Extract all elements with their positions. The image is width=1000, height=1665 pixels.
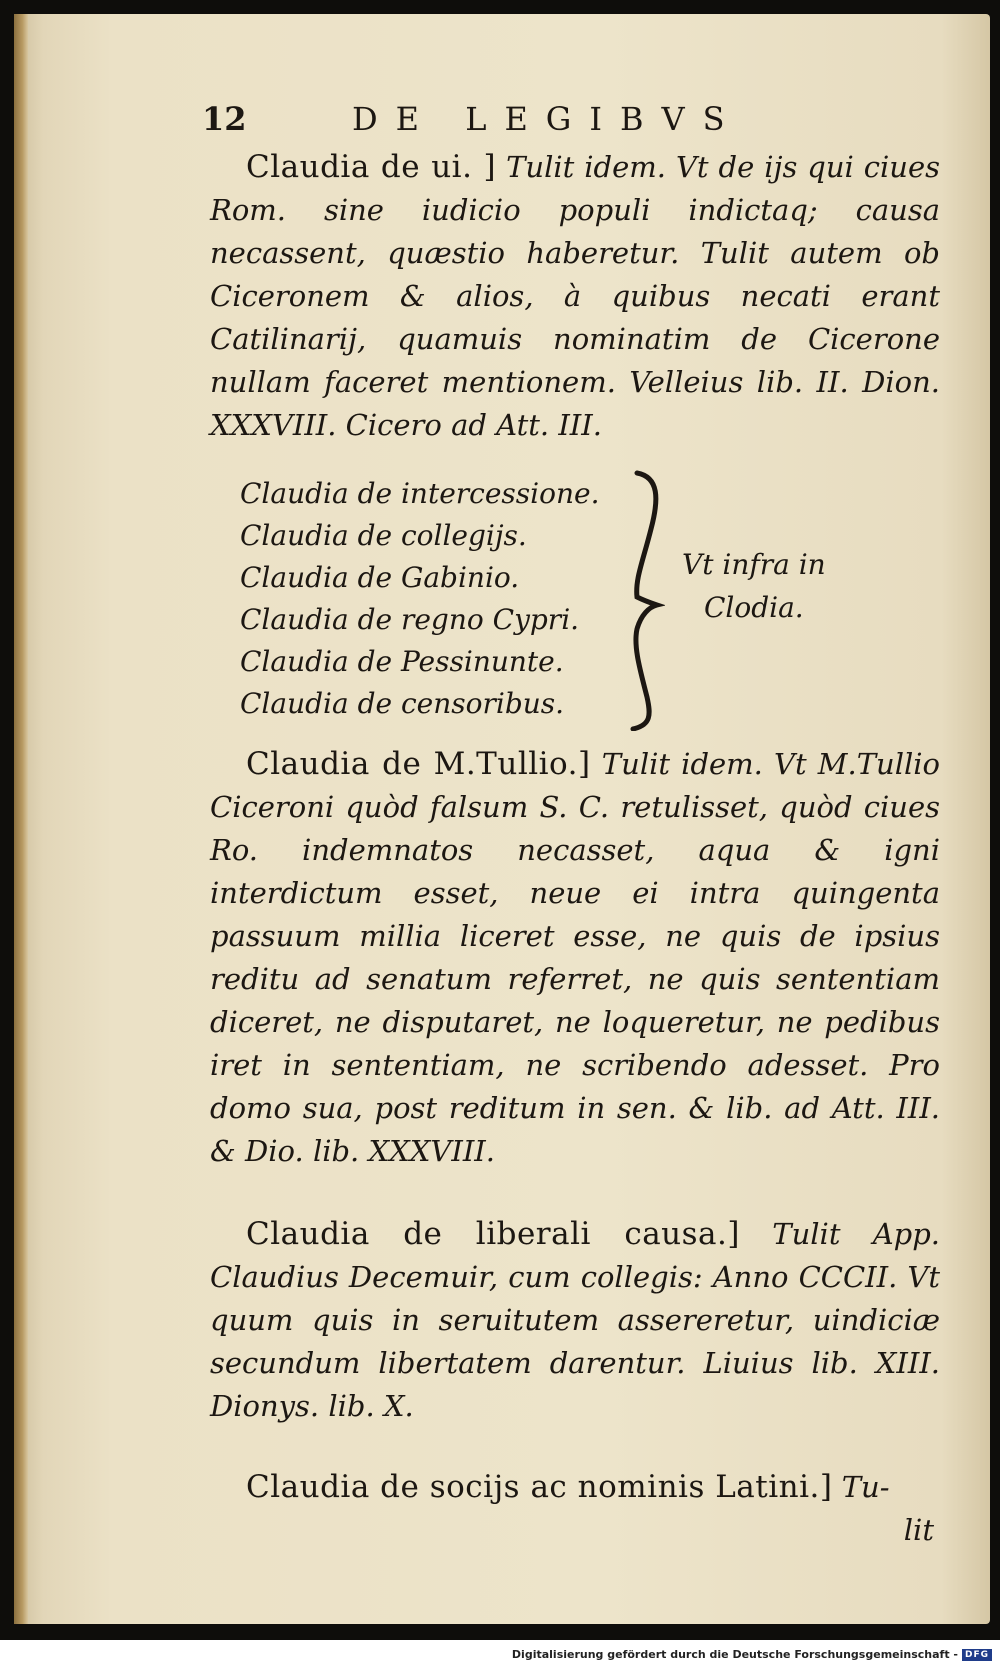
brace-list-item: Claudia de censoribus. — [240, 687, 565, 720]
brace-note-line: Clodia. — [703, 591, 804, 624]
page-gutter-edge — [14, 14, 28, 1624]
entry-lemma: Claudia de M.Tullio.] — [246, 746, 591, 782]
entry-lemma: Claudia de socijs ac nominis Latini.] — [246, 1469, 833, 1505]
entry-claudia-de-m-tullio — [210, 743, 940, 1173]
running-title: DE LEGIBVS — [352, 100, 743, 138]
catchword: lit — [903, 1513, 934, 1547]
curly-brace-icon — [615, 469, 665, 731]
brace-list-item: Claudia de Gabinio. — [240, 561, 520, 594]
brace-list-item: Claudia de regno Cypri. — [240, 603, 580, 636]
running-head — [202, 100, 940, 146]
entry-lemma: Claudia de liberali causa.] — [246, 1216, 740, 1252]
brace-list-item: Claudia de intercessione. — [240, 477, 600, 510]
entry-text: Tu- — [841, 1470, 890, 1504]
brace-list-item: Claudia de Pessinunte. — [240, 645, 564, 678]
entry-claudia-de-ui — [210, 146, 940, 447]
entry-text: Tulit idem. Vt de ijs qui ciues Rom. sine iudicio populi indictaq; causa necassent, quæstio haberetur. Tulit autem ob Ciceronem & alios, à quibus necati erant Catilinarij, quamuis nominatim de Cicerone nullam faceret mentionem. Velleius lib. II. Dion. XXXVIII. Cicero ad Att. III. — [210, 150, 941, 442]
brace-group — [210, 473, 940, 743]
entry-lemma: Claudia de ui. ] — [246, 149, 497, 185]
entry-text: Tulit idem. Vt M.Tullio Ciceroni quòd falsum S. C. retulisset, quòd ciues Ro. indemnatos necasset, aqua & igni interdictum esset, neue ei intra quingenta passuum millia liceret esse, ne quis de ipsius reditu ad senatum referret, ne quis sententiam diceret, ne disputaret, ne loqueretur, ne pedibus iret in sententiam, ne scribendo adesset. Pro domo sua, post reditum in sen. & lib. ad Att. III. & Dio. lib. XXXVIII. — [210, 747, 940, 1168]
brace-note — [682, 543, 826, 629]
entry-claudia-de-socijs — [210, 1466, 940, 1509]
brace-note-line: Vt infra in — [682, 548, 826, 581]
dfg-logo: DFG — [962, 1649, 992, 1661]
brace-list-item: Claudia de collegijs. — [240, 519, 527, 552]
page-text-block — [202, 100, 941, 1552]
brace-list — [240, 473, 599, 725]
page-number: 12 — [202, 100, 247, 138]
entry-text: Tulit App. Claudius Decemuir, cum collegis: Anno CCCII. Vt quum quis in seruitutem assereretur, uindiciæ secundum libertatem darentur. Liuius lib. XIII. Dionys. lib. X. — [210, 1217, 941, 1423]
digitization-credit — [512, 1648, 992, 1661]
credit-text: Digitalisierung gefördert durch die Deutsche Forschungsgemeinschaft - — [511, 1648, 958, 1661]
entry-claudia-de-liberali-causa — [210, 1213, 940, 1428]
